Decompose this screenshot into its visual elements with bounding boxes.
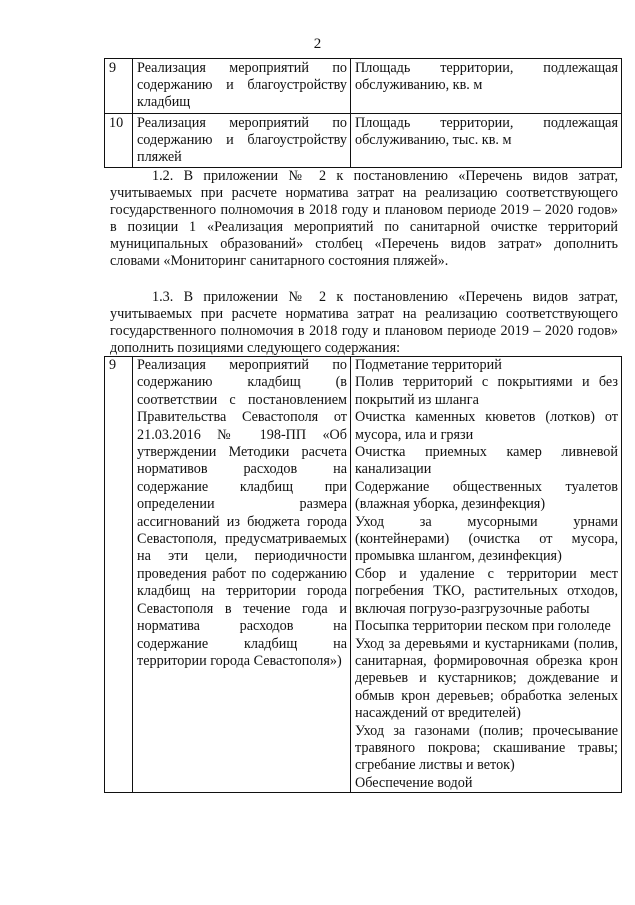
paragraph-1-3 <box>110 289 618 357</box>
table-row <box>105 113 622 168</box>
cost-types-table <box>104 356 622 793</box>
event-name: Реализация мероприятий по содержанию кладбищ (в соответствии с постановлением Правительства Севастополя от 21.03.2016 № 198-ПП «Об утверждении Методики расчета нормативов расходов на содержание кладбищ при определении размера ассигнований из бюджета города Севастополя, предусматриваемых на эти цели, периодичности проведения работ по содержанию кладбищ на территории города Севастополя в течение года и норматива расходов на содержание кладбищ на территории города Севастополя») <box>133 357 351 793</box>
table-row <box>105 357 622 793</box>
cost-type-item: Уход за деревьями и кустарниками (полив, санитарная, формировочная обрезка крон деревьев и кустарников; дождевание и обмыв крон деревьев; обработка зеленых насаждений от вредителей) <box>355 635 618 722</box>
paragraph-text: 1.3. В приложении № 2 к постановлению «Перечень видов затрат, учитываемых при расчете норматива затрат на реализацию соответствующего государственного полномочия в 2018 году и плановом периоде 2019 – 2020 годов» дополнить позициями следующего содержания: <box>110 289 618 356</box>
page-number: 2 <box>313 36 322 52</box>
cost-type-item: Обеспечение водой <box>355 774 473 791</box>
table-row <box>105 59 622 114</box>
row-number: 9 <box>105 357 133 793</box>
paragraph-1-2 <box>110 168 618 269</box>
event-name: Реализация мероприятий по содержанию и благоустройству кладбищ <box>133 59 351 114</box>
cost-type-item: Подметание территорий <box>355 357 502 373</box>
cost-type-item: Уход за мусорными урнами (контейнерами) (очистка от мусора, промывка шлангом, дезинфекция) <box>355 513 618 565</box>
paragraph-text: 1.2. В приложении № 2 к постановлению «Перечень видов затрат, учитываемых при расчете норматива затрат на реализацию соответствующего государственного полномочия в 2018 году и плановом периоде 2019 – 2020 годов» в позиции 1 «Реализация мероприятий по санитарной очистке территорий муниципальных образований» столбец «Перечень видов затрат» дополнить словами «Мониторинг санитарного состояния пляжей». <box>110 168 618 269</box>
cost-type-item: Очистка каменных кюветов (лотков) от мусора, ила и грязи <box>355 409 618 443</box>
measure-unit: Площадь территории, подлежащая обслуживанию, тыс. кв. м <box>351 113 622 168</box>
cost-type-item: Посыпка территории песком при гололеде <box>355 618 611 635</box>
row-number: 9 <box>105 59 133 114</box>
measure-unit: Площадь территории, подлежащая обслуживанию, кв. м <box>351 59 622 114</box>
cost-type-item: Сбор и удаление с территории мест погребения ТКО, растительных отходов, включая погрузо-разгрузочные работы <box>355 565 618 617</box>
row-number: 10 <box>105 113 133 168</box>
event-name: Реализация мероприятий по содержанию и благоустройству пляжей <box>133 113 351 168</box>
positions-table <box>104 58 622 168</box>
cost-types-cell <box>351 357 622 793</box>
cost-type-item: Очистка приемных камер ливневой канализации <box>355 444 618 478</box>
cost-type-item: Уход за газонами (полив; прочесывание травяного покрова; скашивание травы; сгребание листвы и веток) <box>355 722 618 774</box>
cost-type-item: Полив территорий с покрытиями и без покрытий из шланга <box>355 374 618 408</box>
cost-type-item: Содержание общественных туалетов (влажная уборка, дезинфекция) <box>355 478 618 513</box>
